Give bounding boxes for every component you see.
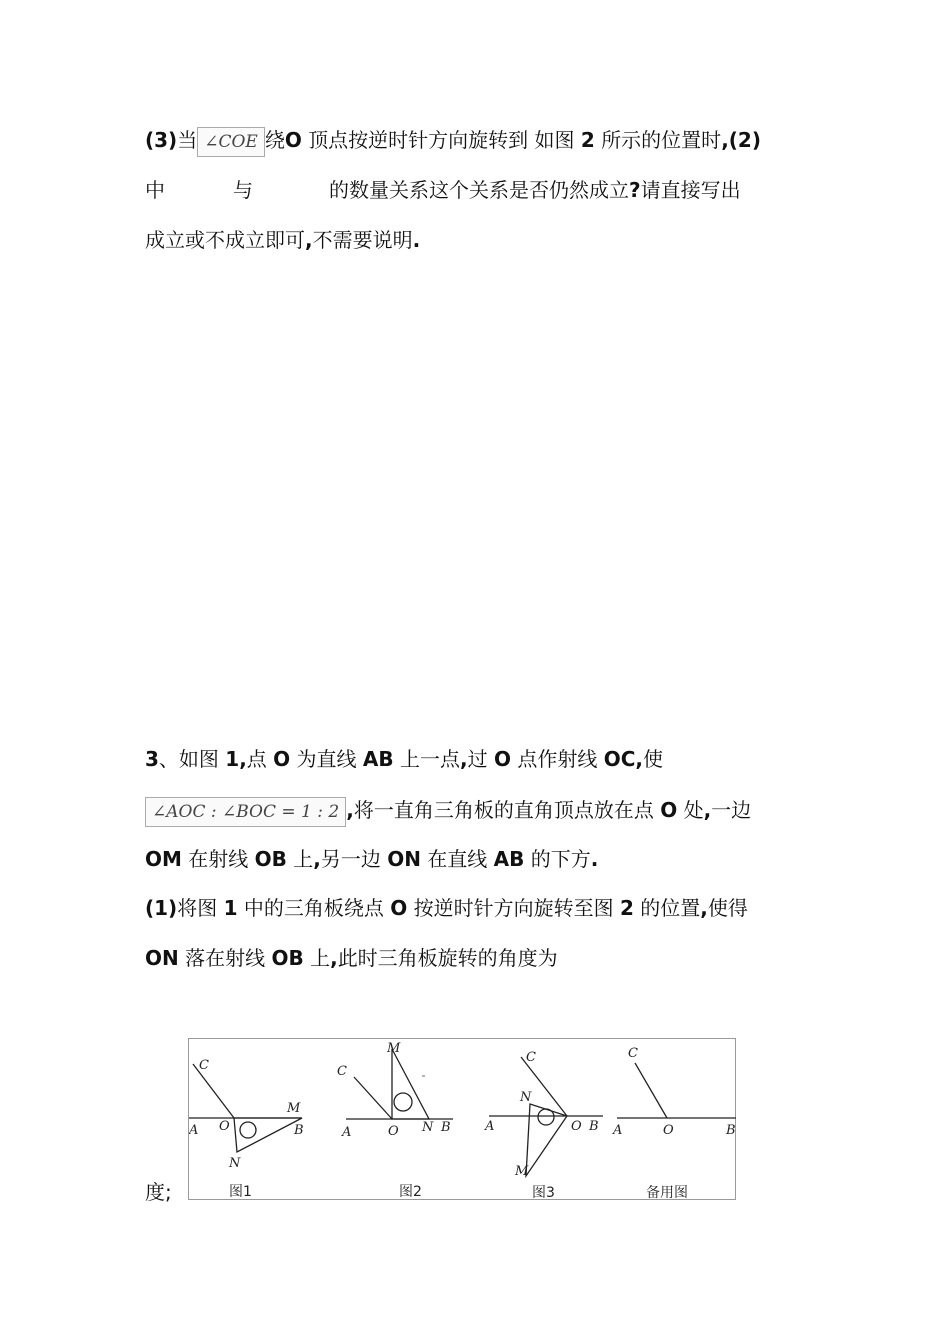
text: 使得 [707, 896, 748, 920]
text: 处 [683, 798, 704, 822]
text: AB [493, 847, 525, 871]
spare-label-c: C [628, 1046, 638, 1061]
text: 中的三角板绕点 [243, 896, 384, 920]
fig3-label-o: O [571, 1119, 582, 1134]
fig2-label-c: C [337, 1064, 347, 1079]
text: O [493, 747, 511, 771]
fig1-label-n: N [229, 1156, 241, 1171]
degree-unit: 度; [145, 1180, 172, 1204]
text: OC, [603, 747, 643, 771]
fig2-label-n: N [422, 1120, 434, 1135]
fig1-label-o: O [219, 1119, 230, 1134]
text: ? [629, 178, 641, 202]
fig3-triangle [526, 1104, 567, 1176]
text: 1, [225, 747, 247, 771]
text: 为直线 [296, 747, 357, 771]
fig3-circle [538, 1109, 554, 1125]
text: 当 [177, 128, 198, 152]
part3-line-3 [145, 226, 420, 254]
text: O [273, 747, 291, 771]
text: 所示的位置时 [601, 128, 722, 152]
spare-caption: 备用图 [646, 1185, 688, 1201]
text: 2 [580, 128, 595, 152]
text: , [703, 798, 712, 822]
question-number: 3 [145, 747, 159, 771]
fig1-label-c: C [199, 1058, 209, 1073]
text: 此时三角板旋转的角度为 [337, 946, 558, 970]
text: , [330, 946, 338, 970]
text: 落在射线 [185, 946, 266, 970]
text: 不需要说明 [312, 228, 413, 252]
ratio-formula: ∠AOC : ∠BOC = 1 : 2 [145, 797, 346, 827]
fig1-label-a: A [189, 1123, 199, 1138]
text: O [390, 896, 408, 920]
text: 成立或不成立即可 [145, 228, 305, 252]
part3-line-1 [145, 126, 761, 157]
spare-label-o: O [663, 1123, 674, 1138]
fig1-label-b: B [294, 1123, 304, 1138]
text: 的位置 [640, 896, 701, 920]
text: 的数量关系这个关系是否仍然成立 [329, 178, 629, 202]
fig2-label-o: O [388, 1124, 399, 1139]
text: , [305, 228, 313, 252]
text: , [700, 896, 708, 920]
fig2-label-a: A [342, 1125, 352, 1140]
text: 点 [246, 747, 267, 771]
fig2-label-b: B [441, 1120, 451, 1135]
text: . [590, 847, 599, 871]
text: OM [145, 847, 182, 871]
fig1-label-m: M [287, 1101, 301, 1116]
text: 请直接写出 [640, 178, 741, 202]
spare-ray-oc [635, 1063, 667, 1118]
text: 、如图 [158, 747, 219, 771]
part3-label: (3) [145, 128, 178, 152]
text: ON [145, 946, 179, 970]
text: 与 [233, 178, 253, 202]
fig3-label-a: A [485, 1119, 495, 1134]
angle-coe-formula: ∠COE [197, 127, 265, 157]
fig3-label-n: N [520, 1090, 532, 1105]
text: 过 [467, 747, 488, 771]
text: 顶点按逆时针方向旋转到 如图 [308, 128, 575, 152]
text: 使 [642, 747, 663, 771]
q3-line-4 [145, 894, 748, 922]
q3-line-1 [145, 745, 663, 773]
fig2-caption: 图2 [399, 1184, 422, 1200]
geometry-figure [188, 1038, 736, 1200]
text: 的下方 [530, 847, 591, 871]
text: 将一直角三角板的直角顶点放在点 [353, 798, 654, 822]
text: 绕 [264, 128, 285, 152]
text: 中 [145, 178, 165, 202]
text: O [660, 798, 678, 822]
q3-line-5 [145, 944, 558, 972]
sub-question-label: (1) [145, 896, 178, 920]
text: 上一点 [399, 747, 460, 771]
fig3-ray-oc [521, 1057, 567, 1116]
text: 另一边 [320, 847, 381, 871]
fig2-label-m: M [387, 1041, 401, 1056]
text: . [412, 228, 421, 252]
text: 上 [293, 847, 314, 871]
fig2-circle [394, 1093, 412, 1111]
spare-label-a: A [613, 1123, 623, 1138]
text: 1 [223, 896, 238, 920]
text: ,(2) [721, 128, 761, 152]
fig3-label-b: B [589, 1119, 599, 1134]
text: , [459, 747, 468, 771]
text: 点作射线 [517, 747, 598, 771]
fig1-circle [240, 1122, 256, 1138]
text: , [313, 847, 321, 871]
text: 上 [310, 946, 331, 970]
text: 在直线 [427, 847, 488, 871]
text: ON [387, 847, 421, 871]
text: OB [254, 847, 287, 871]
figure-svg [189, 1039, 737, 1201]
fig3-label-c: C [526, 1050, 536, 1065]
q3-line-3 [145, 845, 598, 873]
q3-line-2 [145, 796, 751, 827]
fig3-caption: 图3 [532, 1185, 555, 1201]
text: , [346, 798, 354, 822]
text: 2 [619, 896, 634, 920]
fig2-ray-oc [354, 1077, 392, 1119]
part3-line-2 [145, 176, 741, 204]
text: OB [271, 946, 304, 970]
text: 在射线 [188, 847, 249, 871]
text: 将图 [177, 896, 218, 920]
text: 一边 [711, 798, 752, 822]
text: O [284, 128, 302, 152]
fig1-caption: 图1 [229, 1184, 252, 1200]
spare-label-b: B [726, 1123, 736, 1138]
text: 按逆时针方向旋转至图 [413, 896, 614, 920]
fig3-label-m: M [515, 1164, 529, 1179]
text: AB [362, 747, 394, 771]
